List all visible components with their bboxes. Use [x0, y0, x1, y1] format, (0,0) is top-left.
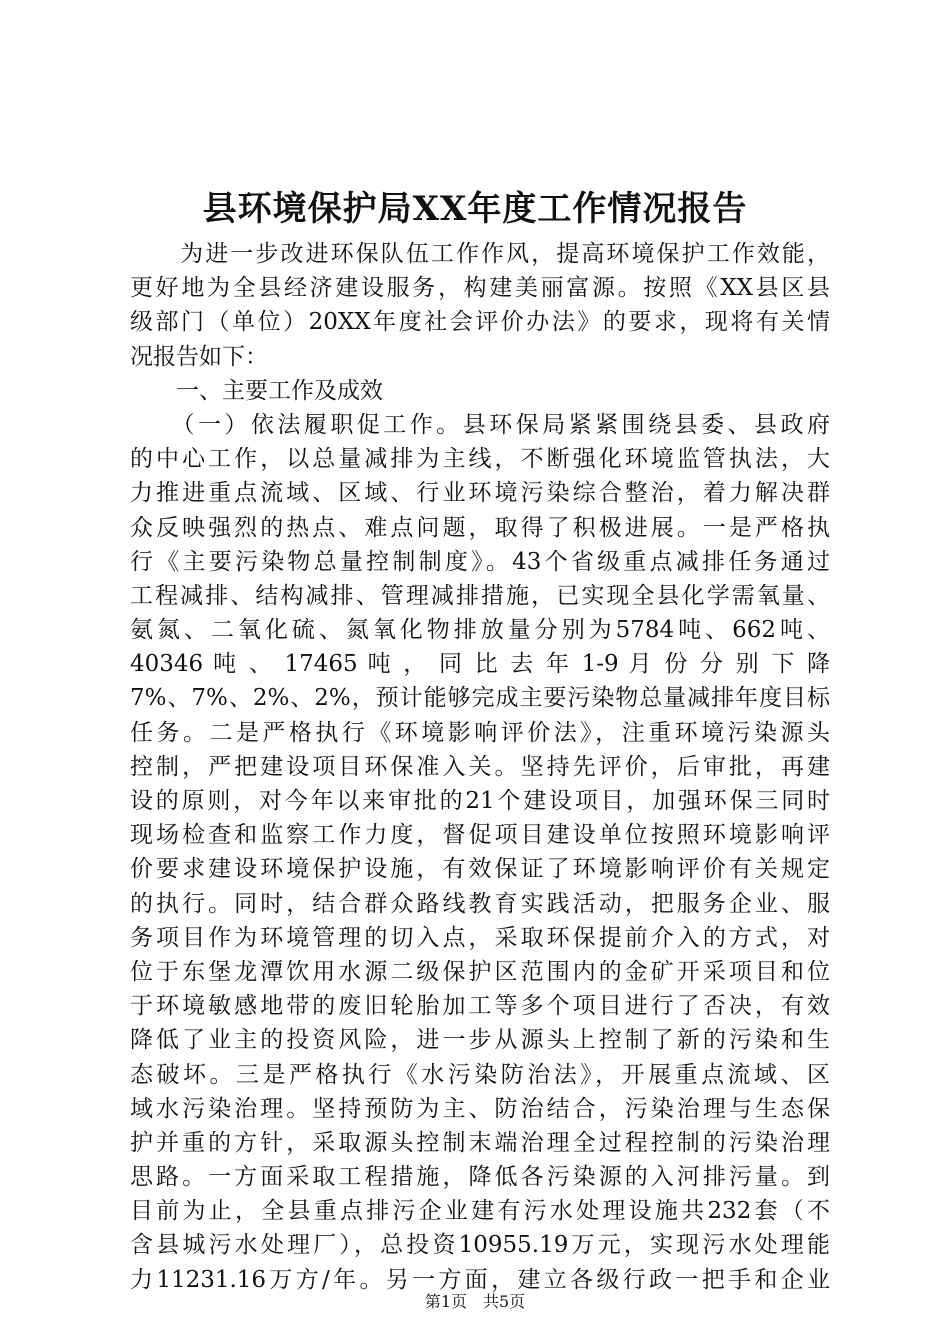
section-heading: 一、主要工作及成效 [130, 377, 383, 404]
body-line: 域水污染治理。坚持预防为主、防治结合，污染治理与生态保 [130, 1095, 830, 1122]
body-line: 7%、7%、2%、2%，预计能够完成主要污染物总量减排年度目标 [130, 685, 830, 712]
body-line: 思路。一方面采取工程措施，降低各污染源的入河排污量。到 [130, 1164, 830, 1191]
body-line: 控制，严把建设项目环保准入关。坚持先评价，后审批，再建 [130, 753, 830, 780]
body-line: 设的原则，对今年以来审批的21个建设项目，加强环保三同时 [130, 788, 830, 814]
document-title: 县环境保护局XX年度工作情况报告 [202, 189, 748, 229]
body-line: 护并重的方针，采取源头控制末端治理全过程控制的污染治理 [130, 1129, 830, 1156]
body-line: 含县城污水处理厂），总投资10955.19万元，实现污水处理能 [130, 1232, 830, 1259]
body-line: 任务。二是严格执行《环境影响评价法》，注重环境污染源头 [130, 719, 830, 746]
body-line: 众反映强烈的热点、难点问题，取得了积极进展。一是严格执 [130, 514, 830, 541]
body-line: 于环境敏感地带的废旧轮胎加工等多个项目进行了否决，有效 [130, 993, 830, 1020]
body-line: 价要求建设环境保护设施，有效保证了环境影响评价有关规定 [130, 856, 830, 883]
body-line: 的执行。同时，结合群众路线教育实践活动，把服务企业、服 [130, 890, 830, 917]
body-line: 位于东堡龙潭饮用水源二级保护区范围内的金矿开采项目和位 [130, 958, 830, 985]
body-line: 力11231.16万方/年。另一方面，建立各级行政一把手和企业 [130, 1266, 830, 1293]
body-line: 降低了业主的投资风险，进一步从源头上控制了新的污染和生 [130, 1027, 830, 1054]
body-line: 行《主要污染物总量控制制度》。43个省级重点减排任务通过 [130, 548, 830, 575]
body-line: 况报告如下： [130, 343, 268, 370]
body-line: 态破坏。三是严格执行《水污染防治法》，开展重点流域、区 [130, 1061, 830, 1088]
page-footer: 第1页 共5页 [424, 1292, 526, 1311]
body-line: 更好地为全县经济建设服务，构建美丽富源。按照《XX县区县 [130, 275, 830, 302]
body-line: 现场检查和监察工作力度，督促项目建设单位按照环境影响评 [130, 822, 830, 849]
body-line: （一）依法履职促工作。县环保局紧紧围绕县委、县政府 [130, 411, 830, 438]
body-line: 的中心工作，以总量减排为主线，不断强化环境监管执法，大 [130, 446, 830, 473]
body-line: 40346 吨 、 17465 吨 ， 同 比 去 年 1-9 月 份 分 别 下 降 [130, 651, 830, 678]
body-line: 务项目作为环境管理的切入点，采取环保提前介入的方式，对 [130, 924, 830, 951]
body-line: 氨氮、二氧化硫、氮氧化物排放量分别为5784吨、662吨、 [130, 617, 830, 644]
document-body [130, 237, 830, 1297]
body-line: 工程减排、结构减排、管理减排措施，已实现全县化学需氧量、 [130, 582, 830, 609]
body-line: 为进一步改进环保队伍工作作风，提高环境保护工作效能， [130, 241, 830, 267]
body-line: 目前为止，全县重点排污企业建有污水处理设施共232套（不 [130, 1198, 830, 1225]
body-line: 级部门（单位）20XX年度社会评价办法》的要求，现将有关情 [130, 309, 830, 336]
body-line: 力推进重点流域、区域、行业环境污染综合整治，着力解决群 [130, 480, 830, 507]
